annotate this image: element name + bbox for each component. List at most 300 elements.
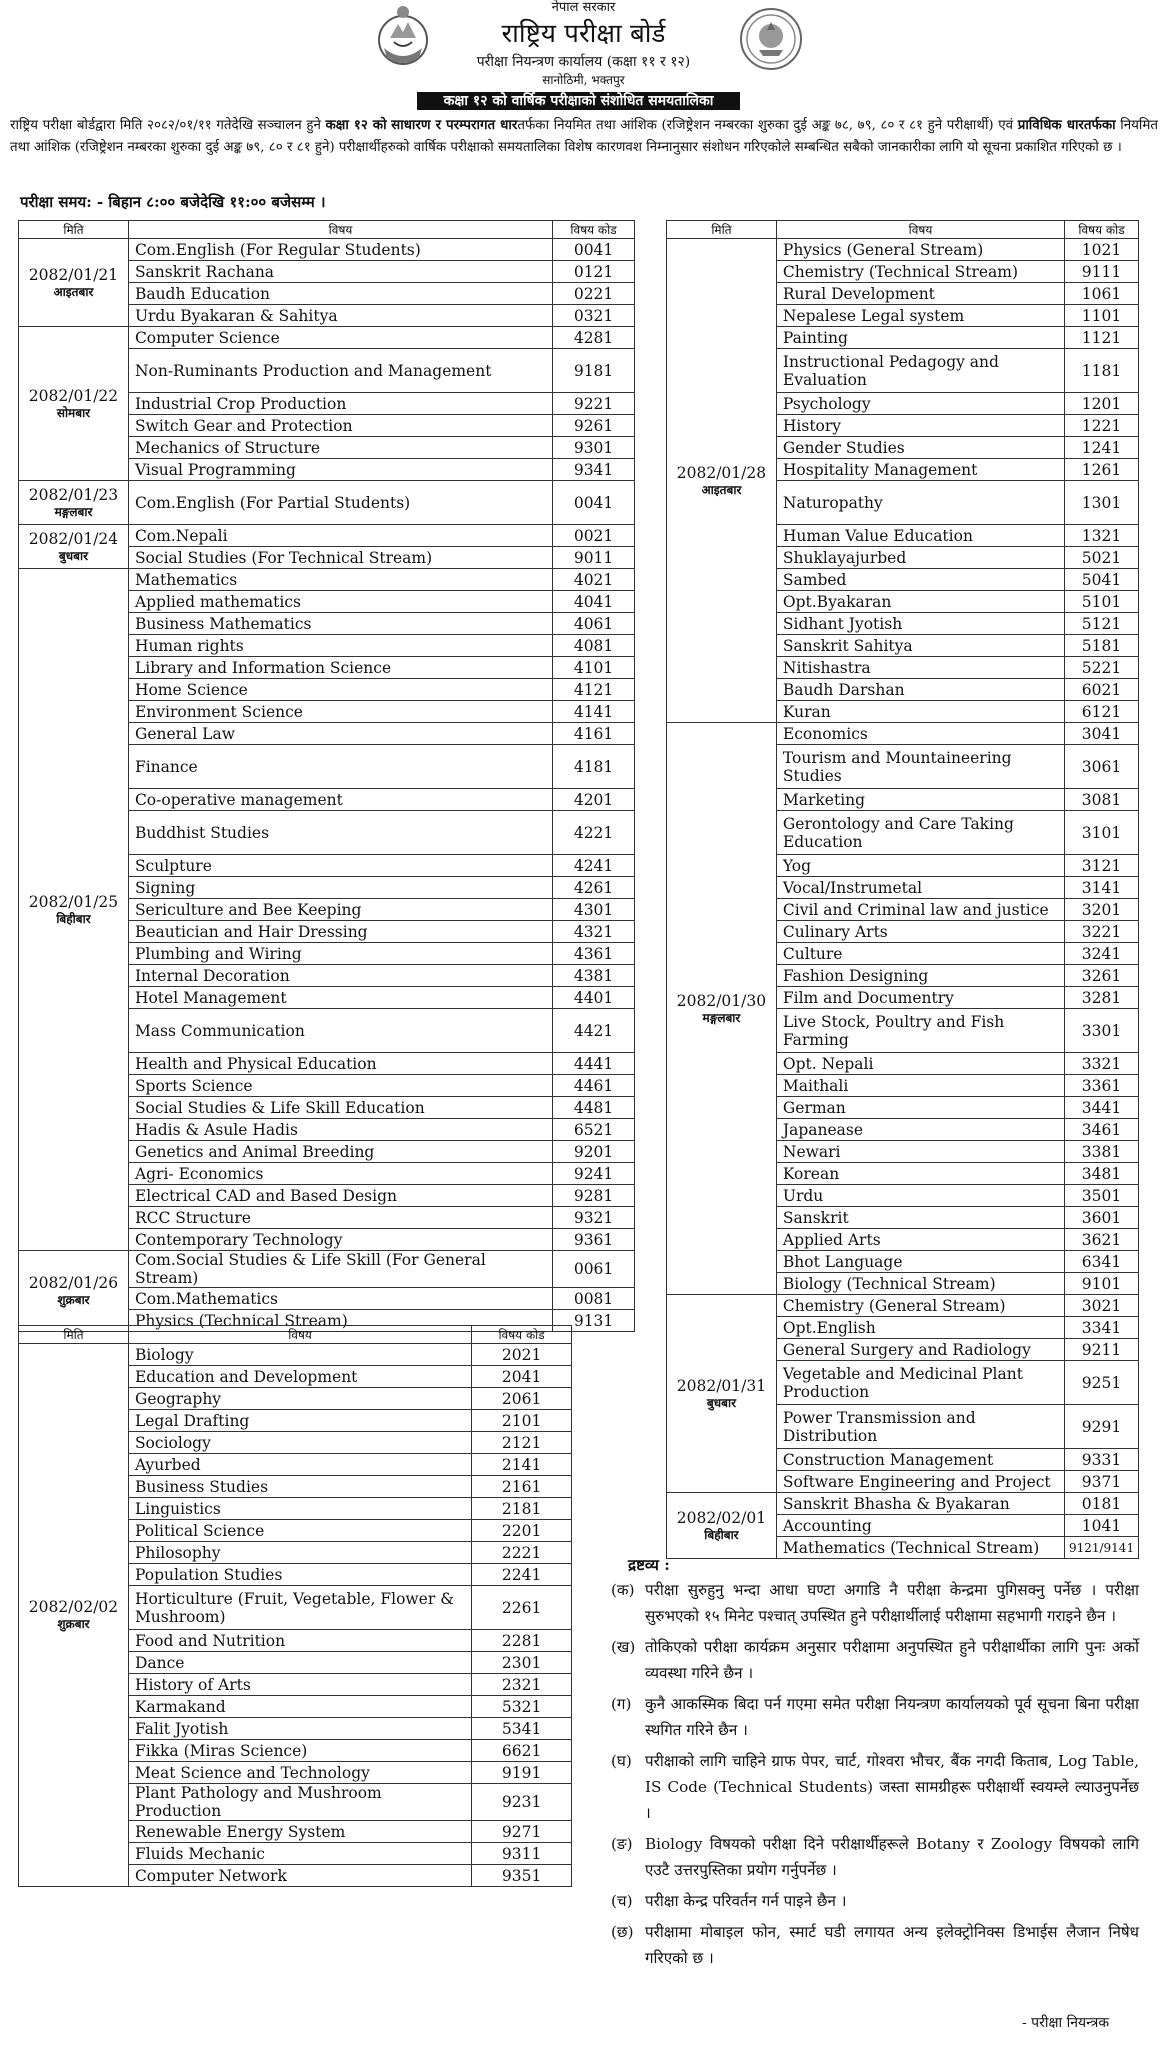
subject-code-cell: 6341 bbox=[1065, 1251, 1139, 1273]
exam-day: मङ्गलबार bbox=[702, 1010, 741, 1025]
note-item bbox=[611, 1634, 1139, 1686]
header-date: मिति bbox=[667, 221, 777, 239]
exam-day: शुक्रबार bbox=[57, 1293, 90, 1307]
subject-cell: Geography bbox=[128, 1388, 471, 1410]
subject-code-cell: 9241 bbox=[553, 1163, 635, 1185]
exam-date-cell bbox=[19, 327, 129, 481]
subject-cell: Kuran bbox=[776, 701, 1064, 723]
subject-cell: Applied mathematics bbox=[128, 591, 552, 613]
subject-cell: Sidhant Jyotish bbox=[776, 613, 1064, 635]
subject-cell: Mathematics (Technical Stream) bbox=[776, 1537, 1064, 1559]
subject-code-cell: 9221 bbox=[553, 393, 635, 415]
subject-cell: Mechanics of Structure bbox=[128, 437, 552, 459]
subject-cell: Sanskrit Rachana bbox=[128, 261, 552, 283]
subject-cell: Painting bbox=[776, 327, 1064, 349]
subject-code-cell: 4181 bbox=[553, 745, 635, 789]
subject-code-cell: 2101 bbox=[472, 1410, 572, 1432]
subject-cell: Beautician and Hair Dressing bbox=[128, 921, 552, 943]
subject-cell: Physics (Technical Stream) bbox=[128, 1310, 552, 1332]
subject-code-cell: 1321 bbox=[1065, 525, 1139, 547]
subject-cell: Com.English (For Regular Students) bbox=[128, 239, 552, 261]
table-row bbox=[19, 569, 635, 591]
subject-code-cell: 3021 bbox=[1065, 1295, 1139, 1317]
subject-code-cell: 5101 bbox=[1065, 591, 1139, 613]
subject-cell: Electrical CAD and Based Design bbox=[128, 1185, 552, 1207]
subject-cell: Baudh Darshan bbox=[776, 679, 1064, 701]
subject-code-cell: 5221 bbox=[1065, 657, 1139, 679]
subject-code-cell: 1021 bbox=[1065, 239, 1139, 261]
exam-date: 2082/01/31 bbox=[676, 1376, 767, 1395]
exam-date: 2082/01/24 bbox=[28, 529, 119, 548]
subject-code-cell: 9011 bbox=[553, 547, 635, 569]
subject-cell: Psychology bbox=[776, 393, 1064, 415]
signature: - परीक्षा नियन्त्रक bbox=[1022, 2015, 1110, 2031]
subject-code-cell: 3441 bbox=[1065, 1097, 1139, 1119]
schedule-table-3 bbox=[18, 1325, 572, 1887]
subject-cell: General Surgery and Radiology bbox=[776, 1339, 1064, 1361]
subject-cell: Sanskrit bbox=[776, 1207, 1064, 1229]
subject-code-cell: 4261 bbox=[553, 877, 635, 899]
header-subject: विषय bbox=[128, 1326, 471, 1344]
exam-date: 2082/01/30 bbox=[676, 991, 767, 1010]
subject-cell: Dance bbox=[128, 1652, 471, 1674]
exam-date: 2082/01/23 bbox=[28, 485, 119, 504]
subject-code-cell: 0041 bbox=[553, 239, 635, 261]
subject-code-cell: 9121/9141 bbox=[1065, 1537, 1139, 1559]
subject-cell: Sanskrit Bhasha & Byakaran bbox=[776, 1493, 1064, 1515]
subject-cell: Korean bbox=[776, 1163, 1064, 1185]
subject-cell: Social Studies (For Technical Stream) bbox=[128, 547, 552, 569]
board-name: राष्ट्रिय परीक्षा बोर्ड bbox=[501, 19, 666, 49]
subject-code-cell: 3061 bbox=[1065, 745, 1139, 789]
header-date: मिति bbox=[19, 1326, 129, 1344]
note-text: तोकिएको परीक्षा कार्यक्रम अनुसार परीक्षामा अनुपस्थित हुने परीक्षार्थीका लागि पुनः अर्को व्यवस्था गरिने छैन । bbox=[645, 1638, 1139, 1682]
subject-code-cell: 9251 bbox=[1065, 1361, 1139, 1405]
exam-date-cell bbox=[19, 525, 129, 569]
subject-code-cell: 3321 bbox=[1065, 1053, 1139, 1075]
subject-code-cell: 4201 bbox=[553, 789, 635, 811]
subject-code-cell: 2301 bbox=[472, 1652, 572, 1674]
subject-cell: Environment Science bbox=[128, 701, 552, 723]
subject-code-cell: 0061 bbox=[553, 1251, 635, 1288]
subject-cell: Com.English (For Partial Students) bbox=[128, 481, 552, 525]
note-item bbox=[611, 1691, 1139, 1743]
exam-date-cell bbox=[667, 1493, 777, 1559]
subject-code-cell: 4461 bbox=[553, 1075, 635, 1097]
subject-cell: Nitishastra bbox=[776, 657, 1064, 679]
subject-cell: Mass Communication bbox=[128, 1009, 552, 1053]
subject-cell: Industrial Crop Production bbox=[128, 393, 552, 415]
exam-day: बुधबार bbox=[58, 548, 89, 563]
subject-cell: Human Value Education bbox=[776, 525, 1064, 547]
subject-code-cell: 9111 bbox=[1065, 261, 1139, 283]
exam-day: सोमबार bbox=[56, 405, 91, 420]
subject-cell: Fluids Mechanic bbox=[128, 1843, 471, 1865]
subject-cell: Ayurbed bbox=[128, 1454, 471, 1476]
subject-cell: Bhot Language bbox=[776, 1251, 1064, 1273]
subject-code-cell: 5321 bbox=[472, 1696, 572, 1718]
subject-cell: Newari bbox=[776, 1141, 1064, 1163]
subject-cell: Visual Programming bbox=[128, 459, 552, 481]
subject-code-cell: 2241 bbox=[472, 1564, 572, 1586]
subject-code-cell: 4421 bbox=[553, 1009, 635, 1053]
subject-code-cell: 9101 bbox=[1065, 1273, 1139, 1295]
subject-cell: Co-operative management bbox=[128, 789, 552, 811]
subject-cell: Meat Science and Technology bbox=[128, 1762, 471, 1784]
subject-cell: German bbox=[776, 1097, 1064, 1119]
subject-cell: Shuklayajurbed bbox=[776, 547, 1064, 569]
subject-code-cell: 4241 bbox=[553, 855, 635, 877]
subject-code-cell: 1221 bbox=[1065, 415, 1139, 437]
subject-cell: Civil and Criminal law and justice bbox=[776, 899, 1064, 921]
subject-code-cell: 9201 bbox=[553, 1141, 635, 1163]
subject-code-cell: 6121 bbox=[1065, 701, 1139, 723]
subject-cell: Yog bbox=[776, 855, 1064, 877]
note-label: (ग) bbox=[611, 1695, 632, 1713]
subject-code-cell: 3341 bbox=[1065, 1317, 1139, 1339]
subject-cell: Chemistry (Technical Stream) bbox=[776, 261, 1064, 283]
subject-cell: Opt. Nepali bbox=[776, 1053, 1064, 1075]
note-text: परीक्षा सुरुहुनु भन्दा आधा घण्टा अगाडि नै परीक्षा केन्द्रमा पुगिसक्नु पर्नेछ । परीक्षा सुरुभएको १५ मिनेट पश्चात् उपस्थित हुने परीक्षार्थीलाई परीक्षामा सहभागी गराइने छैन । bbox=[645, 1581, 1139, 1625]
subject-code-cell: 3381 bbox=[1065, 1141, 1139, 1163]
subject-code-cell: 9351 bbox=[472, 1865, 572, 1887]
table-row bbox=[19, 525, 635, 547]
subject-code-cell: 9331 bbox=[1065, 1449, 1139, 1471]
subject-cell: Biology (Technical Stream) bbox=[776, 1273, 1064, 1295]
subject-code-cell: 0221 bbox=[553, 283, 635, 305]
subject-cell: Agri- Economics bbox=[128, 1163, 552, 1185]
subject-cell: Construction Management bbox=[776, 1449, 1064, 1471]
subject-cell: Opt.English bbox=[776, 1317, 1064, 1339]
subject-cell: Computer Science bbox=[128, 327, 552, 349]
exam-day: आइतबार bbox=[701, 482, 742, 497]
subject-cell: Urdu Byakaran & Sahitya bbox=[128, 305, 552, 327]
subject-cell: Business Studies bbox=[128, 1476, 471, 1498]
schedule-table-2 bbox=[666, 220, 1139, 1559]
header-date: मिति bbox=[19, 221, 129, 239]
subject-code-cell: 1061 bbox=[1065, 283, 1139, 305]
subject-code-cell: 2041 bbox=[472, 1366, 572, 1388]
note-item bbox=[611, 1577, 1139, 1629]
subject-code-cell: 4481 bbox=[553, 1097, 635, 1119]
subject-code-cell: 2181 bbox=[472, 1498, 572, 1520]
subject-code-cell: 0021 bbox=[553, 525, 635, 547]
subject-cell: Education and Development bbox=[128, 1366, 471, 1388]
subject-code-cell: 2021 bbox=[472, 1344, 572, 1366]
subject-code-cell: 3261 bbox=[1065, 965, 1139, 987]
header-code: विषय कोड bbox=[553, 221, 635, 239]
subject-cell: Mathematics bbox=[128, 569, 552, 591]
subject-cell: Physics (General Stream) bbox=[776, 239, 1064, 261]
subject-cell: Com.Social Studies & Life Skill (For General Stream) bbox=[128, 1251, 552, 1288]
subject-cell: Biology bbox=[128, 1344, 471, 1366]
subject-code-cell: 2261 bbox=[472, 1586, 572, 1630]
subject-code-cell: 4141 bbox=[553, 701, 635, 723]
subject-code-cell: 1101 bbox=[1065, 305, 1139, 327]
board-seal-icon bbox=[738, 6, 804, 72]
exam-date-cell bbox=[667, 723, 777, 1295]
subject-code-cell: 3301 bbox=[1065, 1009, 1139, 1053]
subject-code-cell: 4401 bbox=[553, 987, 635, 1009]
schedule-table-1 bbox=[18, 220, 635, 1332]
subject-cell: Accounting bbox=[776, 1515, 1064, 1537]
subject-code-cell: 4281 bbox=[553, 327, 635, 349]
subject-code-cell: 0121 bbox=[553, 261, 635, 283]
subject-cell: Power Transmission and Distribution bbox=[776, 1405, 1064, 1449]
subject-cell: Japanease bbox=[776, 1119, 1064, 1141]
exam-date-cell bbox=[19, 1251, 129, 1332]
subject-code-cell: 1181 bbox=[1065, 349, 1139, 393]
exam-date-cell bbox=[667, 239, 777, 723]
subject-code-cell: 3621 bbox=[1065, 1229, 1139, 1251]
subject-cell: Non-Ruminants Production and Management bbox=[128, 349, 552, 393]
subject-code-cell: 3281 bbox=[1065, 987, 1139, 1009]
note-text: कुनै आकस्मिक बिदा पर्न गएमा समेत परीक्षा नियन्त्रण कार्यालयको पूर्व सूचना बिना परीक्षा स्थगित गरिने छैन । bbox=[645, 1695, 1139, 1739]
subject-cell: Sculpture bbox=[128, 855, 552, 877]
subject-cell: Culinary Arts bbox=[776, 921, 1064, 943]
subject-cell: Internal Decoration bbox=[128, 965, 552, 987]
exam-time: परीक्षा समय: - बिहान ८:०० बजेदेखि ११:०० बजेसम्म । bbox=[20, 193, 326, 211]
subject-code-cell: 4321 bbox=[553, 921, 635, 943]
subject-code-cell: 4441 bbox=[553, 1053, 635, 1075]
subject-code-cell: 0081 bbox=[553, 1288, 635, 1310]
subject-cell: Software Engineering and Project bbox=[776, 1471, 1064, 1493]
table-row bbox=[19, 1344, 572, 1366]
exam-day: शुक्रबार bbox=[57, 1617, 90, 1631]
notes-title: द्रष्टव्य : bbox=[628, 1556, 670, 1574]
subject-cell: Fikka (Miras Science) bbox=[128, 1740, 471, 1762]
subject-cell: Sericulture and Bee Keeping bbox=[128, 899, 552, 921]
exam-date: 2082/01/25 bbox=[28, 892, 119, 911]
subject-code-cell: 3121 bbox=[1065, 855, 1139, 877]
subject-code-cell: 4381 bbox=[553, 965, 635, 987]
subject-code-cell: 1041 bbox=[1065, 1515, 1139, 1537]
subject-cell: Food and Nutrition bbox=[128, 1630, 471, 1652]
subject-code-cell: 9211 bbox=[1065, 1339, 1139, 1361]
subject-cell: Gerontology and Care Taking Education bbox=[776, 811, 1064, 855]
subject-code-cell: 1241 bbox=[1065, 437, 1139, 459]
subject-cell: Plant Pathology and Mushroom Production bbox=[128, 1784, 471, 1821]
subject-code-cell: 9261 bbox=[553, 415, 635, 437]
subject-cell: Film and Documentry bbox=[776, 987, 1064, 1009]
note-label: (ख) bbox=[611, 1638, 636, 1656]
subject-cell: RCC Structure bbox=[128, 1207, 552, 1229]
subject-code-cell: 1261 bbox=[1065, 459, 1139, 481]
subject-code-cell: 9321 bbox=[553, 1207, 635, 1229]
subject-code-cell: 5341 bbox=[472, 1718, 572, 1740]
exam-date: 2082/02/02 bbox=[28, 1598, 119, 1616]
subject-cell: Hospitality Management bbox=[776, 459, 1064, 481]
exam-day: बिहीबार bbox=[704, 1527, 739, 1542]
note-label: (घ) bbox=[611, 1752, 632, 1770]
subject-cell: Contemporary Technology bbox=[128, 1229, 552, 1251]
subject-code-cell: 3221 bbox=[1065, 921, 1139, 943]
table-row bbox=[667, 239, 1139, 261]
note-item bbox=[611, 1831, 1139, 1883]
table-row bbox=[19, 327, 635, 349]
header-subject: विषय bbox=[128, 221, 552, 239]
subject-code-cell: 9361 bbox=[553, 1229, 635, 1251]
subject-cell: Finance bbox=[128, 745, 552, 789]
subject-code-cell: 2321 bbox=[472, 1674, 572, 1696]
subject-cell: Tourism and Mountaineering Studies bbox=[776, 745, 1064, 789]
subject-code-cell: 0181 bbox=[1065, 1493, 1139, 1515]
exam-day: मङ्गलबार bbox=[54, 504, 93, 519]
note-label: (क) bbox=[611, 1581, 635, 1599]
subject-code-cell: 4061 bbox=[553, 613, 635, 635]
subject-cell: Home Science bbox=[128, 679, 552, 701]
subject-cell: Maithali bbox=[776, 1075, 1064, 1097]
subject-code-cell: 6021 bbox=[1065, 679, 1139, 701]
subject-code-cell: 9301 bbox=[553, 437, 635, 459]
gov-name: नेपाल सरकार bbox=[551, 0, 616, 15]
subject-cell: Live Stock, Poultry and Fish Farming bbox=[776, 1009, 1064, 1053]
note-text: परीक्षाको लागि चाहिने ग्राफ पेपर, चार्ट, गोश्वरा भौचर, बैंक नगदी किताब, Log Table, IS Code (Technical Students) जस्ता सामग्रीहरू परीक्षार्थी स्वयम्ले ल्याउनुपर्नेछ । bbox=[645, 1752, 1139, 1822]
subject-code-cell: 2061 bbox=[472, 1388, 572, 1410]
subject-cell: Urdu bbox=[776, 1185, 1064, 1207]
subject-cell: Sambed bbox=[776, 569, 1064, 591]
subject-cell: Sports Science bbox=[128, 1075, 552, 1097]
subject-code-cell: 9371 bbox=[1065, 1471, 1139, 1493]
exam-date: 2082/01/22 bbox=[28, 386, 119, 405]
subject-cell: Com.Mathematics bbox=[128, 1288, 552, 1310]
subject-code-cell: 9291 bbox=[1065, 1405, 1139, 1449]
subject-code-cell: 4021 bbox=[553, 569, 635, 591]
subject-cell: Philosophy bbox=[128, 1542, 471, 1564]
subject-code-cell: 4301 bbox=[553, 899, 635, 921]
subject-code-cell: 3081 bbox=[1065, 789, 1139, 811]
subject-cell: Political Science bbox=[128, 1520, 471, 1542]
table-row bbox=[19, 1251, 635, 1288]
subject-cell: Rural Development bbox=[776, 283, 1064, 305]
subject-code-cell: 0041 bbox=[553, 481, 635, 525]
subject-code-cell: 5041 bbox=[1065, 569, 1139, 591]
subject-code-cell: 9131 bbox=[553, 1310, 635, 1332]
subject-cell: Plumbing and Wiring bbox=[128, 943, 552, 965]
subject-cell: Com.Nepali bbox=[128, 525, 552, 547]
exam-day: बिहीबार bbox=[56, 911, 91, 926]
note-text: परीक्षामा मोबाइल फोन, स्मार्ट घडी लगायत अन्य इलेक्ट्रोनिक्स डिभाईस लैजान निषेध गरिएको छ । bbox=[645, 1923, 1139, 1967]
subject-code-cell: 4121 bbox=[553, 679, 635, 701]
subject-cell: Vocal/Instrumetal bbox=[776, 877, 1064, 899]
subject-code-cell: 3041 bbox=[1065, 723, 1139, 745]
subject-code-cell: 1121 bbox=[1065, 327, 1139, 349]
exam-date-cell bbox=[19, 1344, 129, 1887]
subject-code-cell: 4041 bbox=[553, 591, 635, 613]
subject-code-cell: 2221 bbox=[472, 1542, 572, 1564]
subject-code-cell: 5181 bbox=[1065, 635, 1139, 657]
subject-cell: Computer Network bbox=[128, 1865, 471, 1887]
subject-cell: Library and Information Science bbox=[128, 657, 552, 679]
subject-code-cell: 6621 bbox=[472, 1740, 572, 1762]
subject-cell: Health and Physical Education bbox=[128, 1053, 552, 1075]
subject-code-cell: 3201 bbox=[1065, 899, 1139, 921]
subject-cell: Applied Arts bbox=[776, 1229, 1064, 1251]
subject-cell: Signing bbox=[128, 877, 552, 899]
subject-cell: Genetics and Animal Breeding bbox=[128, 1141, 552, 1163]
subject-code-cell: 4161 bbox=[553, 723, 635, 745]
subject-code-cell: 3361 bbox=[1065, 1075, 1139, 1097]
subject-code-cell: 3501 bbox=[1065, 1185, 1139, 1207]
subject-code-cell: 3481 bbox=[1065, 1163, 1139, 1185]
subject-code-cell: 5021 bbox=[1065, 547, 1139, 569]
subject-code-cell: 4361 bbox=[553, 943, 635, 965]
office-name: परीक्षा नियन्त्रण कार्यालय (कक्षा ११ र १२) bbox=[476, 54, 691, 70]
notes-section bbox=[611, 1553, 1139, 1976]
subject-cell: Chemistry (General Stream) bbox=[776, 1295, 1064, 1317]
exam-date-cell bbox=[19, 239, 129, 327]
note-label: (छ) bbox=[611, 1923, 634, 1941]
subject-cell: Renewable Energy System bbox=[128, 1821, 471, 1843]
subject-cell: Gender Studies bbox=[776, 437, 1064, 459]
subject-code-cell: 9231 bbox=[472, 1784, 572, 1821]
exam-date: 2082/01/21 bbox=[28, 265, 119, 284]
subject-code-cell: 9191 bbox=[472, 1762, 572, 1784]
subject-cell: Sociology bbox=[128, 1432, 471, 1454]
subject-cell: Linguistics bbox=[128, 1498, 471, 1520]
subject-code-cell: 3101 bbox=[1065, 811, 1139, 855]
subject-code-cell: 4221 bbox=[553, 811, 635, 855]
subject-code-cell: 6521 bbox=[553, 1119, 635, 1141]
table-row bbox=[667, 723, 1139, 745]
subject-code-cell: 4081 bbox=[553, 635, 635, 657]
note-label: (ङ) bbox=[611, 1835, 633, 1853]
subject-cell: Marketing bbox=[776, 789, 1064, 811]
subject-code-cell: 2161 bbox=[472, 1476, 572, 1498]
subject-cell: Legal Drafting bbox=[128, 1410, 471, 1432]
subject-code-cell: 2201 bbox=[472, 1520, 572, 1542]
exam-date: 2082/01/26 bbox=[28, 1274, 119, 1292]
exam-date-cell bbox=[667, 1295, 777, 1493]
subject-code-cell: 2281 bbox=[472, 1630, 572, 1652]
subject-code-cell: 9311 bbox=[472, 1843, 572, 1865]
subject-cell: Economics bbox=[776, 723, 1064, 745]
subject-code-cell: 3601 bbox=[1065, 1207, 1139, 1229]
exam-date: 2082/02/01 bbox=[676, 1508, 767, 1527]
subject-code-cell: 1301 bbox=[1065, 481, 1139, 525]
subject-code-cell: 2121 bbox=[472, 1432, 572, 1454]
subject-cell: History bbox=[776, 415, 1064, 437]
note-text: Biology विषयको परीक्षा दिने परीक्षार्थीहरूले Botany र Zoology विषयको लागि एउटै उत्तरपुस्तिका प्रयोग गर्नुपर्नेछ । bbox=[645, 1835, 1139, 1879]
intro-paragraph: राष्ट्रिय परीक्षा बोर्डद्वारा मिति २०८२/०१/११ गतेदेखि सञ्चालन हुने कक्षा १२ को साधारण र परम्परागत धारतर्फका नियमित तथा आंशिक (रजिष्ट्रेशन नम्बरका शुरुका दुई अङ्क ७८, ७९, ८० र ८१ हुने परीक्षार्थी) एवं प्राविधिक धारतर्फका नियमित तथा आंशिक (रजिष्ट्रेशन नम्बरका शुरुका दुई अङ्क ७९, ८० र ८१ हुने) परीक्षार्थीहरुको वार्षिक परीक्षाको समयतालिका विशेष कारणवश निम्नानुसार संशोधन गरिएकोले सम्बन्धित सबैको जानकारीका लागि यो सूचना प्रकाशित गरिएको छ । bbox=[10, 117, 1159, 155]
office-location: सानोठिमी, भक्तपुर bbox=[542, 73, 625, 87]
table-row bbox=[667, 1295, 1139, 1317]
note-item bbox=[611, 1888, 1139, 1914]
subject-cell: Hotel Management bbox=[128, 987, 552, 1009]
subject-code-cell: 1201 bbox=[1065, 393, 1139, 415]
note-label: (च) bbox=[611, 1892, 633, 1910]
subject-cell: Population Studies bbox=[128, 1564, 471, 1586]
exam-date-cell bbox=[19, 481, 129, 525]
subject-cell: Business Mathematics bbox=[128, 613, 552, 635]
subject-cell: Buddhist Studies bbox=[128, 811, 552, 855]
subject-code-cell: 0321 bbox=[553, 305, 635, 327]
subject-cell: Falit Jyotish bbox=[128, 1718, 471, 1740]
table-row bbox=[19, 481, 635, 525]
subject-cell: Hadis & Asule Hadis bbox=[128, 1119, 552, 1141]
subject-code-cell: 9341 bbox=[553, 459, 635, 481]
subject-cell: Sanskrit Sahitya bbox=[776, 635, 1064, 657]
subject-cell: Instructional Pedagogy and Evaluation bbox=[776, 349, 1064, 393]
subject-cell: Nepalese Legal system bbox=[776, 305, 1064, 327]
subject-cell: Human rights bbox=[128, 635, 552, 657]
subject-code-cell: 9281 bbox=[553, 1185, 635, 1207]
subject-cell: Karmakand bbox=[128, 1696, 471, 1718]
subject-cell: General Law bbox=[128, 723, 552, 745]
subject-code-cell: 9181 bbox=[553, 349, 635, 393]
subject-code-cell: 5121 bbox=[1065, 613, 1139, 635]
note-item bbox=[611, 1919, 1139, 1971]
